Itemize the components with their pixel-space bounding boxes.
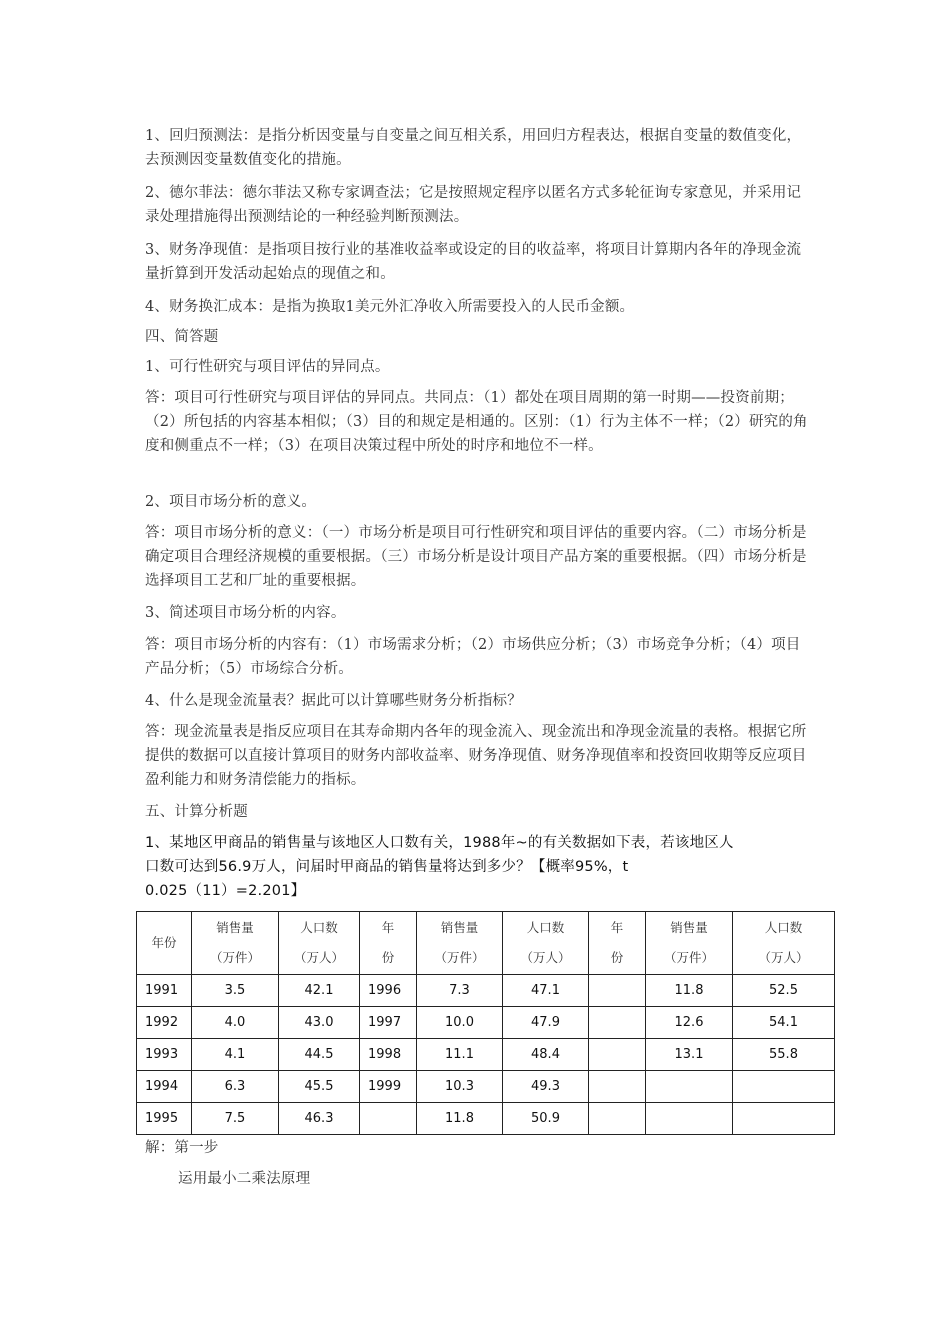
table-cell: 3.5 [192,975,279,1007]
table-header-text: 人口数 [300,920,338,935]
table-cell: 1992 [137,1007,192,1039]
table-cell [646,1103,733,1135]
table-row [137,1071,835,1103]
table-cell: 50.9 [503,1103,589,1135]
answer-4: 答：现金流量表是指反应项目在其寿命期内各年的现金流入、现金流出和净现金流量的表格。根据它所提供的数据可以直接计算项目的财务内部收益率、财务净现值、财务净现值率和投资回收期等反应项目盈利能力和财务清偿能力的指标。 [145,724,807,788]
table-row [137,1007,835,1039]
table-header-text: （万人） [520,950,571,965]
table-header-text: 人口数 [526,920,565,935]
table-cell: 7.3 [417,975,503,1007]
table-header-text: （万件） [209,950,260,965]
table-cell: 1991 [137,975,192,1007]
calculation-question-line: 1、某地区甲商品的销售量与该地区人口数有关，1988年~的有关数据如下表，若该地区人 [145,835,734,851]
table-cell: 1996 [360,975,417,1007]
question-2: 2、项目市场分析的意义。 [145,494,317,510]
table-cell [646,1071,733,1103]
table-header-text: 销售量 [670,920,708,935]
table-cell: 11.8 [417,1103,503,1135]
table-row [137,1103,835,1135]
table-cell: 1994 [137,1071,192,1103]
table-cell: 10.0 [417,1007,503,1039]
table-header-text: 销售量 [216,920,254,935]
table-header-text: （万人） [293,950,344,965]
calculation-question-line: 0.025（11）=2.201】 [145,883,306,899]
table-header-text: 人口数 [764,920,803,935]
definition-exchange-cost: 4、财务换汇成本：是指为换取1美元外汇净收入所需要投入的人民币金额。 [145,299,635,315]
table-cell: 1993 [137,1039,192,1071]
question-3: 3、简述项目市场分析的内容。 [145,605,346,621]
table-cell: 13.1 [646,1039,733,1071]
table-cell: 6.3 [192,1071,279,1103]
table-header-cell [192,912,279,975]
table-cell: 47.1 [503,975,589,1007]
table-header-cell [360,912,417,975]
table-cell: 55.8 [733,1039,835,1071]
table-cell [733,1071,835,1103]
solution-method: 运用最小二乘法原理 [178,1171,311,1187]
table-cell: 46.3 [279,1103,360,1135]
definition-regression: 1、回归预测法：是指分析因变量与自变量之间互相关系，用回归方程表达，根据自变量的数值变化，去预测因变量数值变化的措施。 [145,128,802,168]
answer-3: 答：项目市场分析的内容有：（1）市场需求分析；（2）市场供应分析；（3）市场竞争分析；（4）项目产品分析；（5）市场综合分析。 [145,637,801,677]
table-cell: 54.1 [733,1007,835,1039]
table-cell: 11.1 [417,1039,503,1071]
table-header-cell [417,912,503,975]
table-cell [589,1071,646,1103]
table-cell: 47.9 [503,1007,589,1039]
table-cell: 45.5 [279,1071,360,1103]
definition-fnpv: 3、财务净现值：是指项目按行业的基准收益率或设定的目的收益率，将项目计算期内各年的净现金流量折算到开发活动起始点的现值之和。 [145,242,802,282]
table-header-cell [279,912,360,975]
table-cell [589,1103,646,1135]
table-cell: 44.5 [279,1039,360,1071]
table-header-cell [589,912,646,975]
table-cell: 4.1 [192,1039,279,1071]
table-header-text: 销售量 [440,920,479,935]
table-cell: 49.3 [503,1071,589,1103]
table-header-text: 份 [610,950,624,965]
table-cell: 43.0 [279,1007,360,1039]
table-header-text: 年 [381,920,395,935]
table-row [137,975,835,1007]
table-cell [360,1103,417,1135]
calculation-question [145,831,810,903]
table-cell [589,975,646,1007]
table-cell: 1999 [360,1071,417,1103]
table-header-row [137,912,835,975]
table-header-text: 年 [610,920,624,935]
question-4: 4、什么是现金流量表？据此可以计算哪些财务分析指标？ [145,693,522,709]
table-cell [589,1039,646,1071]
table-cell: 1995 [137,1103,192,1135]
section-heading-short-answer: 四、简答题 [145,329,219,345]
section-heading-calculation: 五、计算分析题 [145,804,248,820]
table-header-cell [646,912,733,975]
answer-2: 答：项目市场分析的意义：（一）市场分析是项目可行性研究和项目评估的重要内容。（二）市场分析是确定项目合理经济规模的重要根据。（三）市场分析是设计项目产品方案的重要根据。（四）市场分析是选择项目工艺和厂址的重要根据。 [145,525,807,589]
table-header-text: （万人） [758,950,809,965]
solution-step: 解：第一步 [145,1140,219,1156]
table-cell: 10.3 [417,1071,503,1103]
table-header-cell [503,912,589,975]
table-header-text: （万件） [434,950,485,965]
answer-1: 答：项目可行性研究与项目评估的异同点。共同点：（1）都处在项目周期的第一时期——投资前期；（2）所包括的内容基本相似；（3）目的和规定是相通的。区别：（1）行为主体不一样；（2）研究的角度和侧重点不一样；（3）在项目决策过程中所处的时序和地位不一样。 [145,390,808,454]
table-cell [589,1007,646,1039]
table-header-text: （万件） [663,950,714,965]
table-cell: 11.8 [646,975,733,1007]
table-cell: 48.4 [503,1039,589,1071]
table-cell: 42.1 [279,975,360,1007]
question-1: 1、可行性研究与项目评估的异同点。 [145,359,390,375]
table-header-text: 年份 [151,935,177,950]
calculation-question-line: 口数可达到56.9万人，问届时甲商品的销售量将达到多少？【概率95%，t [145,859,629,875]
definition-delphi: 2、德尔菲法：德尔菲法又称专家调查法；它是按照规定程序以匿名方式多轮征询专家意见，并采用记录处理措施得出预测结论的一种经验判断预测法。 [145,185,802,225]
table-header-cell [137,912,192,975]
table-cell [733,1103,835,1135]
table-cell: 7.5 [192,1103,279,1135]
table-cell: 12.6 [646,1007,733,1039]
table-header-cell [733,912,835,975]
table-cell: 1997 [360,1007,417,1039]
table-header-text: 份 [381,950,395,965]
table-cell: 1998 [360,1039,417,1071]
table-cell: 4.0 [192,1007,279,1039]
table-cell: 52.5 [733,975,835,1007]
table-row [137,1039,835,1071]
sales-population-table [136,911,835,1135]
